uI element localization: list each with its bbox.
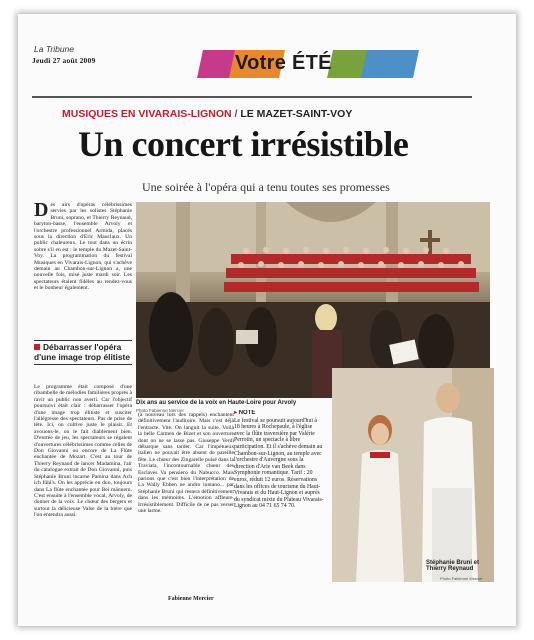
note-heading: ▸ NOTE <box>234 410 256 416</box>
section-title: Votre ÉTÉ <box>235 52 332 74</box>
kicker-place: LE MAZET-SAINT-VOY <box>240 108 353 120</box>
article-kicker <box>62 108 352 120</box>
concert-photo-credit: Photo Fabienne Mercier <box>136 408 185 413</box>
lead-paragraph <box>34 199 132 292</box>
body-column-2 <box>138 412 234 584</box>
quote-bullet-icon <box>34 344 40 350</box>
body-column-2-text: (à nouveau lors des rappels) enchantent définitivement l'auditoire. Mais c'est déjà l'entracte. Vite. On languit la suite. Voilà la belle Carmen de Bizet et son ouverture dont on ne se lasse pas. Giuseppe Verdi débarque sans tarder. Car l'impétueux italien ne pouvait être absent de pareille fête. Le chœur des Zingarelle puisé dans la Traviata, l'incontournable chœur des Esclaves Va pensiero du Nabucco. Mais parions que c'est bien l'interprétation de La Wally Ebben ne andro lontano... par Stéphanie Bruni qui restera définitivement dans les mémoires. L'émotion affleure. Irrésistiblement. Difficile de ne pas verser une larme. <box>138 412 234 515</box>
info-note <box>234 410 324 578</box>
header-rule <box>32 96 472 98</box>
note-text: Le festival se poursuit aujourd'hui à 18 heures à Rochepaule, à l'église avec la flûte traversière par Valérie Perrotin, un spectacle à libre participation. Et il s'achève demain au Chambon-sur-Lignon, au temple avec l'orchestre d'Auvergne sous la direction d'Arie van Beek dans Symphonie romantique. Tarif : 20 euros, réduit 12 euros. Réservations dans les offices de tourisme du Haut-Vivarais et du Haut-Lignon et auprès du syndicat mixte du Plateau Vivarais-Lignon au 04 71 65 74 70. <box>234 417 324 510</box>
subheadline: Une soirée à l'opéra qui a tenu toutes ses promesses <box>142 180 390 194</box>
soloists-photo <box>332 368 494 582</box>
kicker-separator: / <box>234 108 238 120</box>
note-heading-text: NOTE <box>238 410 256 416</box>
band-stripe <box>361 50 419 78</box>
author-signature: Fabienne Mercier <box>168 596 214 602</box>
soloists-illustration <box>332 368 494 582</box>
newspaper-logo: La Tribune <box>34 44 75 54</box>
pull-quote <box>34 340 132 365</box>
lead-text: es airs d'opéras célébrissimes servies par les solistes Stéphanie Bruni, soprano, et Thierry Reynaud, baryton-basse, l'ensemble Arvoly et l'orchestre professionnel Armida, placés sous la direction d'Eric Mauclaux. Un public chaleureux. Le tout dans un écrin sobre s'il en est : le temple du Mazet-Saint-Voy. La programmation du festival Musiques en Vivarais-Lignon, qui s'achève demain au Chambon-sur-Lignon a, une nouvelle fois, misé juste mardi soir. Les spectateurs étaient fidèles au rendez-vous et le bonheur également. <box>34 202 132 292</box>
soloists-photo-credit: Photo Fabienne Mercier <box>440 576 483 581</box>
soloists-photo-caption: Stéphanie Bruni et Thierry Reynaud <box>426 560 480 572</box>
headline: Un concert irrésistible <box>78 124 409 164</box>
issue-date: Jeudi 27 août 2009 <box>32 56 96 65</box>
body-column-1-text: Le programme était composé d'une ribambelle de mélodies familières propres à ravir un public non averti. Car l'objectif poursuivi était clair : débarrasser l'opéra d'une image trop élitiste et susciter l'allégresse des spectateurs. Pas de prise de tête. Ici, on cultive juste le plaisir. Et avouons-le, on le fait diablement bien. D'entrée de jeu, les spectateurs se régalent d'ouvertures célébrissimes comme celles de Don Giovanni ou encore de La Flûte enchantée de Mozart. C'est au tour de Thierry Reynaud de lancer Madamina, l'air du catalogue extrait de Don Giovanni, puis Stéphanie Bruni incarne Pamina dans Ach ich fühl's. On les apprécie en duo, toujours dans La flûte enchantée pour Bei männern. C'est ensuite à l'ensemble vocal, Arvoly, de donner de la voix. Le chœur des bergers et surtout la délicieuse Valse de la bière que l'on entendra aussi. <box>34 384 132 519</box>
kicker-festival: MUSIQUES EN VIVARAIS-LIGNON <box>62 108 232 120</box>
drop-cap: D <box>34 199 49 221</box>
concert-photo-caption: Dix ans au service de la voix en Haute-Loire pour Arvoly <box>136 400 297 406</box>
body-column-1 <box>34 384 132 580</box>
pull-quote-text: Débarrasser l'opéra d'une image trop élitiste <box>34 342 130 362</box>
